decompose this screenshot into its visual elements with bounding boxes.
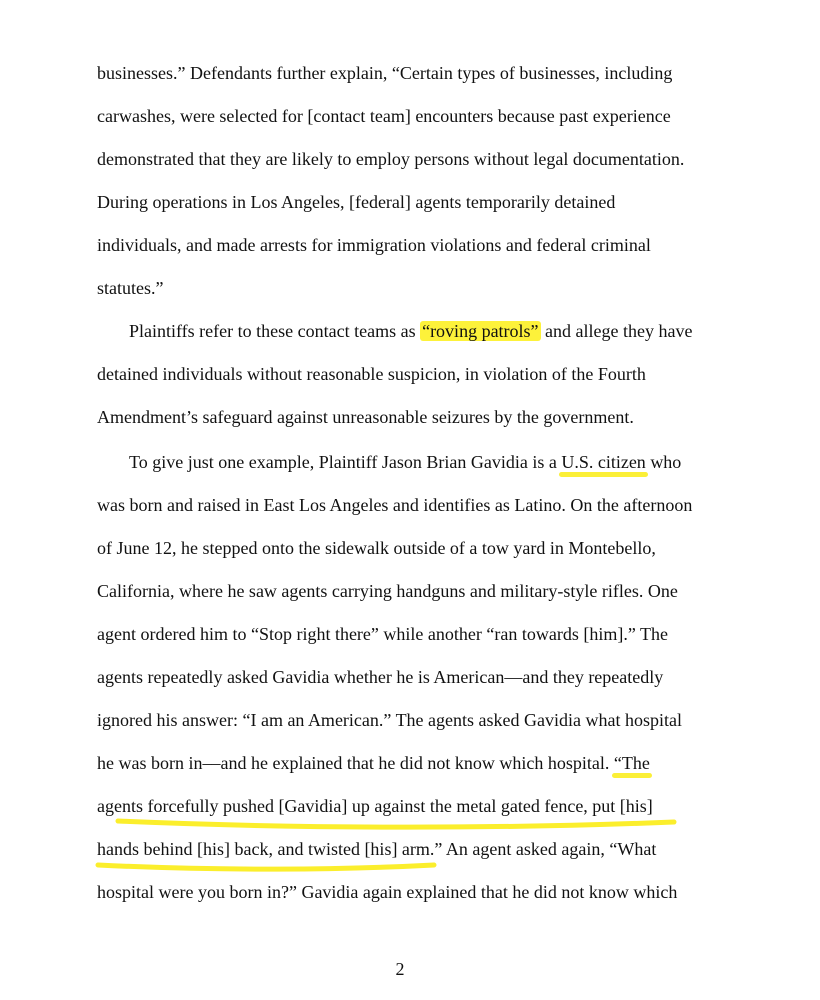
text-segment: he was born in––and he explained that he did not know which hospital. xyxy=(97,753,614,773)
text-line-13: California, where he saw agents carrying handguns and military-style rifles. One xyxy=(97,581,678,601)
text-line-3: demonstrated that they are likely to employ persons without legal documentation. xyxy=(97,149,685,169)
text-segment: and allege they have xyxy=(540,321,693,341)
text-line-6: statutes.” xyxy=(97,278,164,298)
text-line-15: agents repeatedly asked Gavidia whether he is American—and they repeatedly xyxy=(97,667,664,687)
underlined-phrase-us-citizen: U.S. citizen xyxy=(561,452,646,472)
text-line-7 xyxy=(129,320,692,342)
page-number: 2 xyxy=(395,959,405,979)
text-line-1: businesses.” Defendants further explain, “Certain types of businesses, including xyxy=(97,63,673,83)
text-line-11: was born and raised in East Los Angeles and identifies as Latino. On the afternoon xyxy=(97,495,693,515)
text-segment: To give just one example, Plaintiff Jason Brian Gavidia is a xyxy=(129,452,562,472)
text-line-12: of June 12, he stepped onto the sidewalk outside of a tow yard in Montebello, xyxy=(97,538,656,558)
marker-underline-line-19 xyxy=(98,865,434,869)
text-line-8: detained individuals without reasonable suspicion, in violation of the Fourth xyxy=(97,364,646,384)
text-segment: hands behind [his] back, and twisted [his] arm. xyxy=(97,839,435,859)
text-segment: who xyxy=(645,452,682,472)
underlined-phrase-the: “The xyxy=(613,753,650,773)
text-line-2: carwashes, were selected for [contact team] encounters because past experience xyxy=(97,106,671,126)
text-line-20: hospital were you born in?” Gavidia again explained that he did not know which xyxy=(97,882,678,902)
text-line-4: During operations in Los Angeles, [federal] agents temporarily detained xyxy=(97,192,616,212)
highlighted-phrase-roving-patrols: “roving patrols” xyxy=(422,321,539,341)
text-segment: Plaintiffs refer to these contact teams as xyxy=(129,321,421,341)
text-line-17 xyxy=(97,752,650,774)
marker-underline-line-18 xyxy=(118,821,674,827)
text-line-14: agent ordered him to “Stop right there” while another “ran towards [him].” The xyxy=(97,624,668,644)
text-segment: ” An agent asked again, “What xyxy=(434,839,657,859)
text-line-9: Amendment’s safeguard against unreasonable seizures by the government. xyxy=(97,407,634,427)
text-line-18: agents forcefully pushed [Gavidia] up against the metal gated fence, put [his] xyxy=(97,796,653,816)
text-line-5: individuals, and made arrests for immigration violations and federal criminal xyxy=(97,235,651,255)
text-line-19 xyxy=(97,838,656,860)
text-line-10 xyxy=(129,451,681,473)
text-line-16: ignored his answer: “I am an American.” The agents asked Gavidia what hospital xyxy=(97,710,682,730)
